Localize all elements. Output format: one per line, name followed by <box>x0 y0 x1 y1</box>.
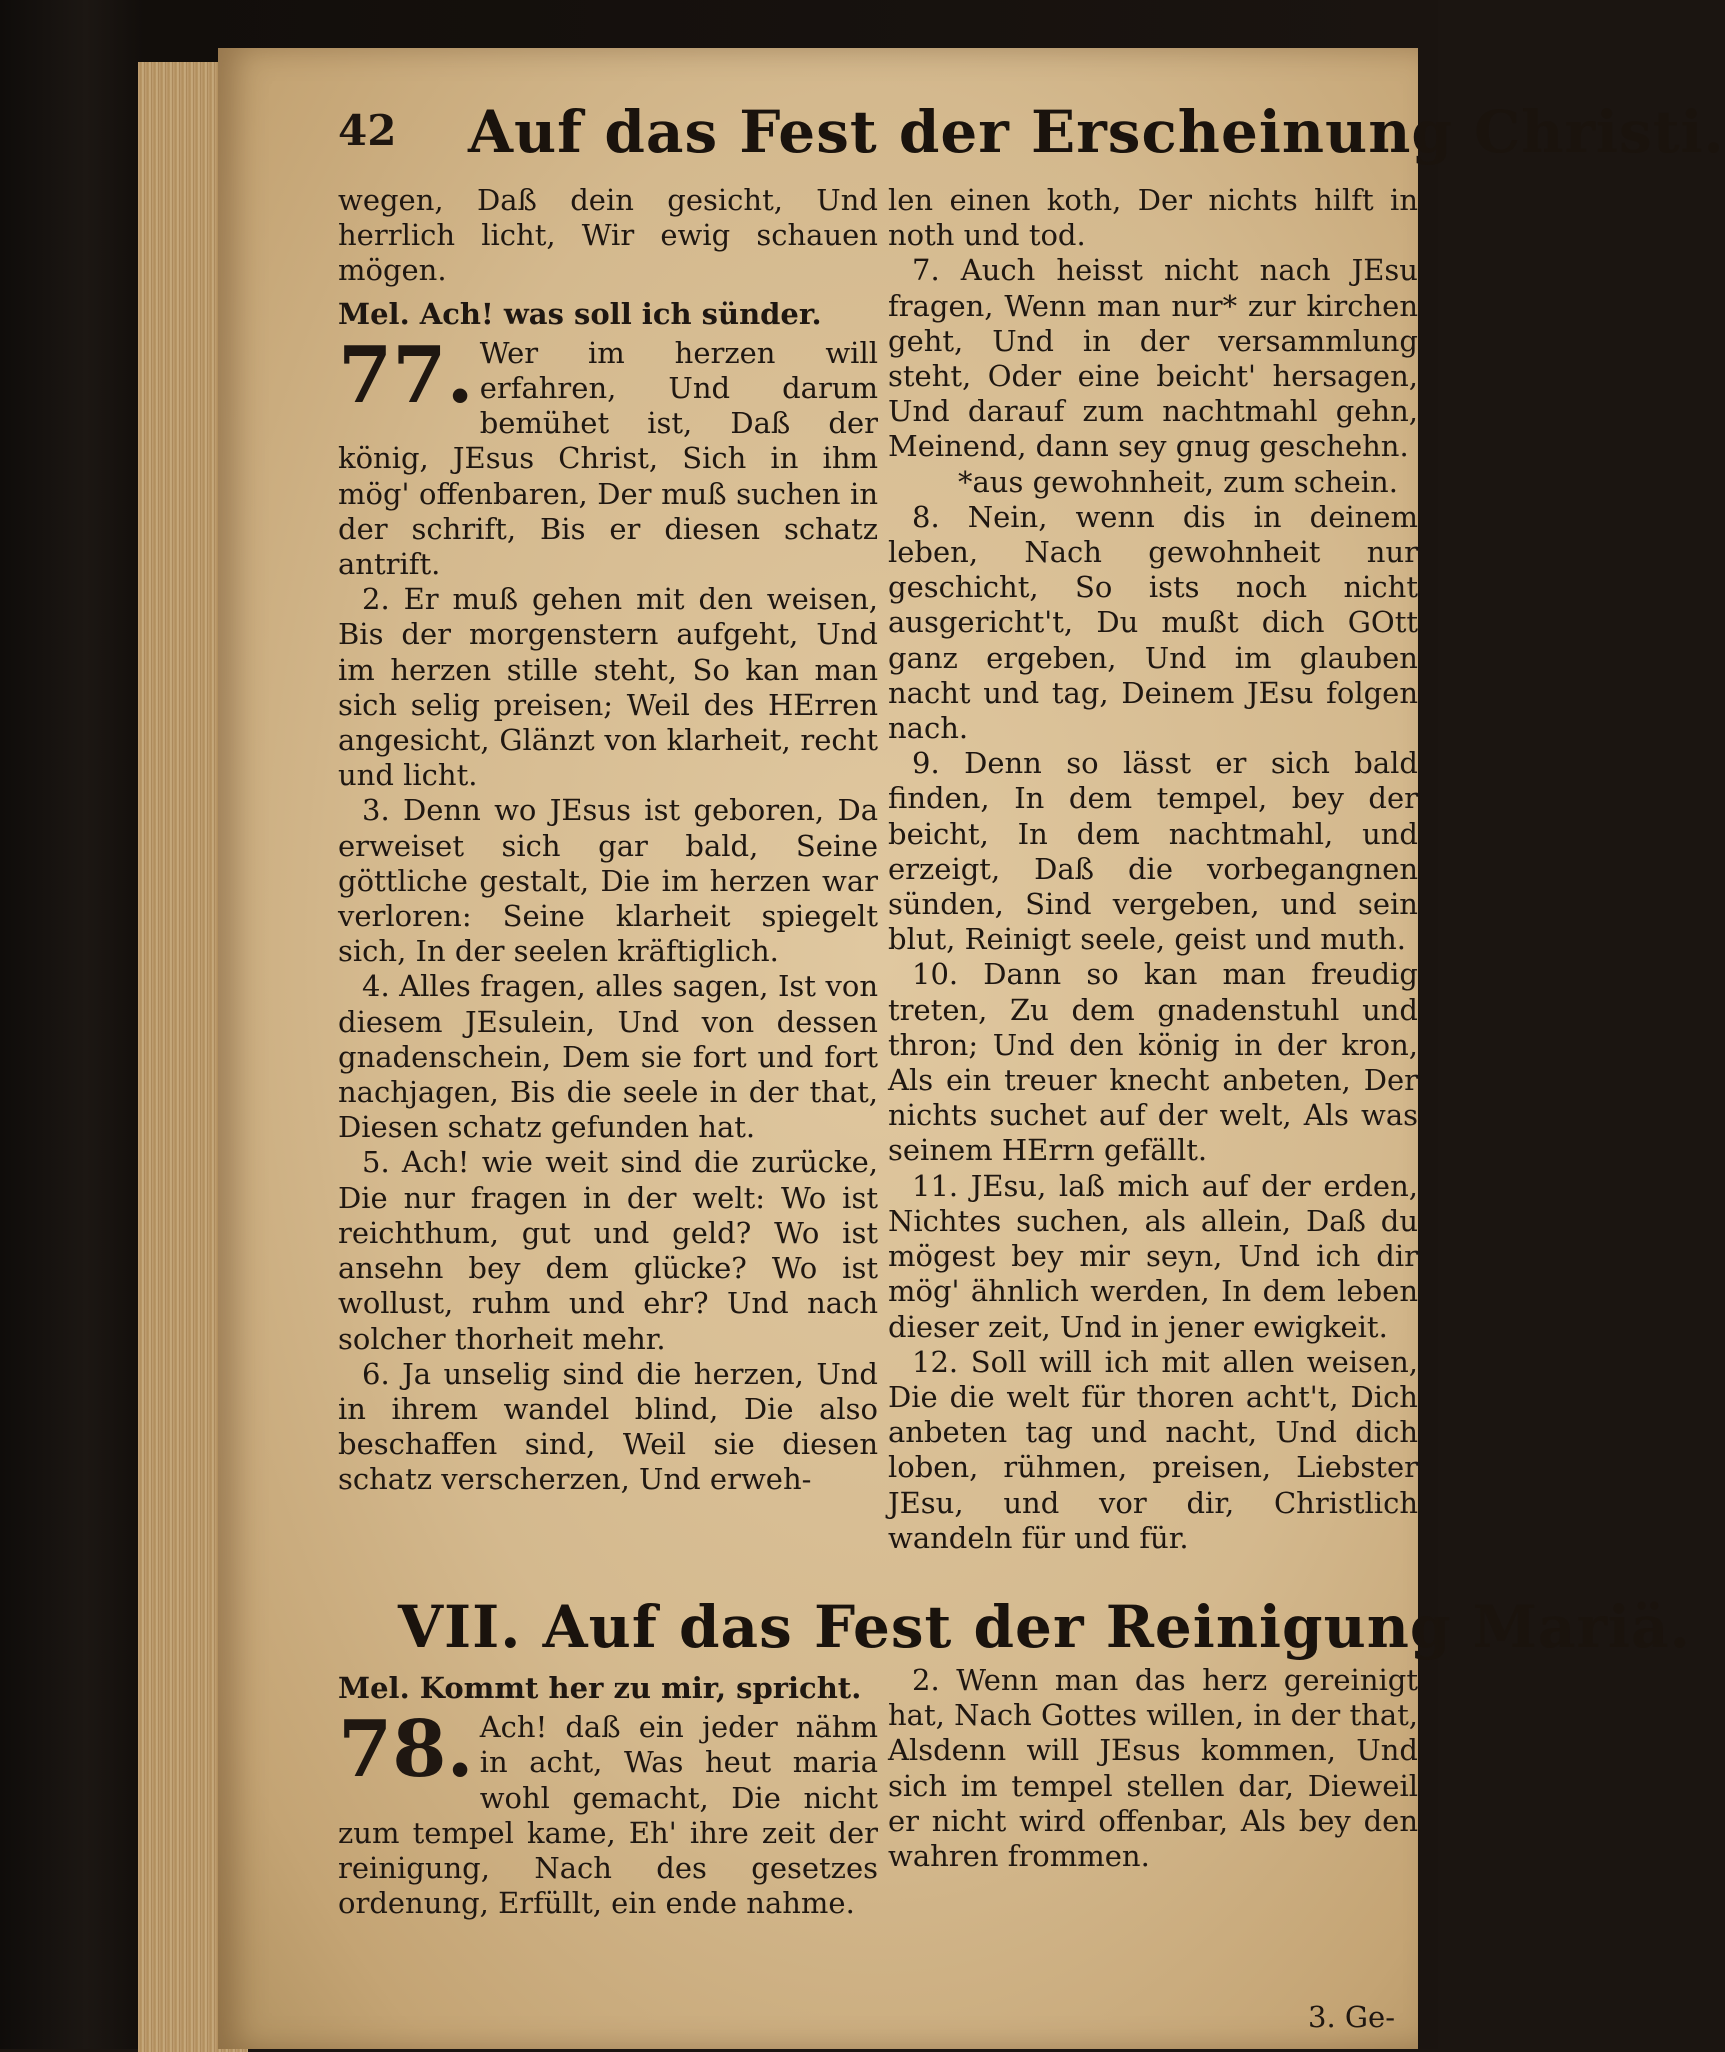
verse-text: Ach! daß ein jeder nähm in acht, Was heut maria wohl gemacht, Die nicht zum tempel kame, Eh' ihre zeit der reinigung, Nach des gesetzes ordenung, Erfüllt, ein ende nahme. <box>338 1710 878 1921</box>
right-column <box>888 183 1418 1556</box>
hymn-77-verse-1 <box>338 329 878 582</box>
verse-7: 7. Auch heisst nicht nach JEsu fragen, Wenn man nur* zur kirchen geht, Und in der versammlung steht, Oder eine beicht' hersagen, Und darauf zum nachtmahl gehn, Meinend, dann sey gnug geschehn. <box>888 253 1418 464</box>
continuation-text: wegen, Daß dein gesicht, Und herrlich licht, Wir ewig schauen mögen. <box>338 183 878 288</box>
lower-right-column <box>888 1663 1418 1874</box>
continuation-text: len einen koth, Der nichts hilft in noth und tod. <box>888 183 1418 253</box>
lower-left-column <box>338 1663 878 1921</box>
footnote: *aus gewohnheit, zum schein. <box>958 464 1398 499</box>
book-page <box>218 48 1725 2049</box>
running-head <box>338 98 1725 188</box>
hymn-number: 77. <box>338 329 474 421</box>
verse-12: 12. Soll will ich mit allen weisen, Die die welt für thoren acht't, Dich anbeten tag und nacht, Und dich loben, rühmen, preisen, Liebster JEsu, und vor dir, Christlich wandeln für und für. <box>888 1344 1418 1555</box>
verse-2: 2. Wenn man das herz gereinigt hat, Nach Gottes willen, in der that, Alsdenn will JEsus kommen, Und sich im tempel stellen dar, Dieweil er nicht wird offenbar, Als bey den wahren frommen. <box>888 1663 1418 1874</box>
catchword: 3. Ge- <box>1308 2000 1396 2034</box>
verse-3: 3. Denn wo JEsus ist geboren, Da erweiset sich gar bald, Seine göttliche gestalt, Die im herzen war verloren: Seine klarheit spiegelt sich, In der seelen kräftiglich. <box>338 793 878 969</box>
verse-5: 5. Ach! wie weit sind die zurücke, Die nur fragen in der welt: Wo ist reichthum, gut und geld? Wo ist ansehn bey dem glücke? Wo ist wollust, ruhm und ehr? Und nach solcher thorheit mehr. <box>338 1145 878 1356</box>
verse-6: 6. Ja unselig sind die herzen, Und in ihrem wandel blind, Die also beschaffen sind, Weil sie diesen schatz verscherzen, Und erweh- <box>338 1356 878 1497</box>
verse-2: 2. Er muß gehen mit den weisen, Bis der morgenstern aufgeht, Und im herzen stille steht, So kan man sich selig preisen; Weil des HErren angesicht, Glänzt von klarheit, recht und licht. <box>338 582 878 793</box>
page-title: Auf das Fest der Erscheinung Christi. <box>468 98 1725 166</box>
verse-11: 11. JEsu, laß mich auf der erden, Nichtes suchen, als allein, Daß du mögest bey mir seyn, Und ich dir mög' ähnlich werden, In dem leben dieser zeit, Und in jener ewigkeit. <box>888 1168 1418 1344</box>
melody-line: Mel. Ach! was soll ich sünder. <box>338 296 822 331</box>
hymn-number: 78. <box>338 1704 474 1796</box>
section-heading: VII. Auf das Fest der Reinigung Mariä. <box>398 1593 1691 1661</box>
verse-text: Wer im herzen will erfahren, Und darum bemühet ist, Daß der könig, JEsus Christ, Sich in ihm mög' offenbaren, Der muß suchen in der schrift, Bis er diesen schatz antrift. <box>338 335 878 582</box>
page-number: 42 <box>338 106 397 155</box>
melody-line: Mel. Kommt her zu mir, spricht. <box>338 1671 862 1705</box>
left-column <box>338 183 878 1498</box>
verse-8: 8. Nein, wenn dis in deinem leben, Nach gewohnheit nur geschicht, So ists noch nicht ausgericht't, Du mußt dich GOtt ganz ergeben, Und im glauben nacht und tag, Deinem JEsu folgen nach. <box>888 499 1418 746</box>
verse-10: 10. Dann so kan man freudig treten, Zu dem gnadenstuhl und thron; Und den könig in der kron, Als ein treuer knecht anbeten, Der nichts suchet auf der welt, Als was seinem HErrn gefällt. <box>888 957 1418 1168</box>
verse-9: 9. Denn so lässt er sich bald finden, In dem tempel, bey der beicht, In dem nachtmahl, und erzeigt, Daß die vorbegangnen sünden, Sind vergeben, und sein blut, Reinigt seele, geist und muth. <box>888 746 1418 957</box>
verse-4: 4. Alles fragen, alles sagen, Ist von diesem JEsulein, Und von dessen gnadenschein, Dem sie fort und fort nachjagen, Bis die seele in der that, Diesen schatz gefunden hat. <box>338 969 878 1145</box>
hymn-78-verse-1 <box>338 1704 878 1921</box>
